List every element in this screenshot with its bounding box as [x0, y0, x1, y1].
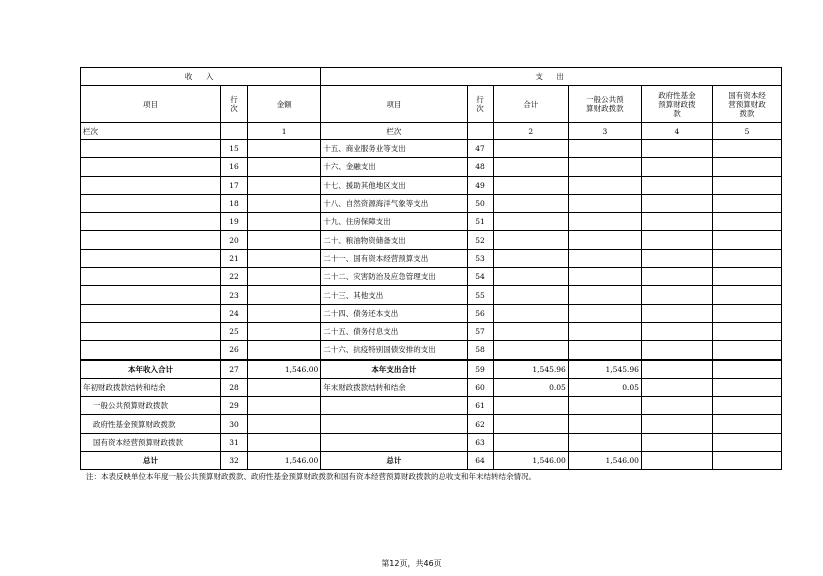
table-row — [81, 231, 782, 249]
state-capital-cell — [712, 176, 781, 194]
expense-rowno-cell: 60 — [467, 378, 493, 396]
expense-item-cell: 总计 — [321, 452, 467, 470]
col-label-expense: 栏次 — [321, 123, 467, 140]
table-footnote: 注：本表反映单位本年度一般公共预算财政拨款、政府性基金预算财政拨款和国有资本经营预算财政拨款的总收支和年末结转结余情况。 — [86, 472, 536, 481]
state-capital-cell — [712, 397, 781, 415]
income-rowno-cell: 23 — [220, 286, 247, 304]
income-rowno-cell: 21 — [220, 249, 247, 267]
income-rowno-cell: 32 — [220, 452, 247, 470]
total-cell — [493, 433, 568, 451]
table-row — [81, 341, 782, 360]
income-rowno-cell: 19 — [220, 213, 247, 231]
col-number-3: 3 — [568, 123, 641, 140]
gov-fund-cell — [641, 322, 712, 340]
expense-header: 支 出 — [321, 68, 782, 86]
state-capital-cell — [712, 140, 781, 158]
state-capital-cell — [712, 360, 781, 379]
expense-rowno-cell: 59 — [467, 360, 493, 379]
gov-fund-cell — [641, 176, 712, 194]
col-number-2: 2 — [493, 123, 568, 140]
table-row — [81, 452, 782, 470]
income-rowno-cell: 25 — [220, 322, 247, 340]
expense-rowno-cell: 56 — [467, 304, 493, 322]
general-budget-cell — [568, 268, 641, 286]
income-amount-cell — [248, 433, 321, 451]
income-item-cell: 年初财政拨款结转和结余 — [81, 378, 221, 396]
gov-fund-cell — [641, 433, 712, 451]
general-budget-cell — [568, 286, 641, 304]
general-budget-cell: 1,545.96 — [568, 360, 641, 379]
income-rowno-cell: 29 — [220, 397, 247, 415]
general-budget-cell — [568, 249, 641, 267]
general-budget-cell — [568, 304, 641, 322]
total-cell — [493, 397, 568, 415]
rowno-line: 次 — [476, 104, 484, 113]
gov-fund-cell — [641, 397, 712, 415]
income-amount-cell — [248, 322, 321, 340]
table-row — [81, 176, 782, 194]
income-rowno-cell: 27 — [220, 360, 247, 379]
total-cell — [493, 286, 568, 304]
income-item-cell: 总计 — [81, 452, 221, 470]
gov-fund-cell — [641, 378, 712, 396]
income-amount-cell — [248, 140, 321, 158]
header-line: 算财政拨款 — [586, 104, 624, 113]
total-cell — [493, 231, 568, 249]
income-amount-cell — [248, 304, 321, 322]
rowno-line: 次 — [230, 104, 238, 113]
income-item-cell — [81, 213, 221, 231]
general-budget-cell — [568, 213, 641, 231]
gov-fund-cell — [641, 415, 712, 433]
income-rowno-cell: 17 — [220, 176, 247, 194]
expense-rowno-cell: 53 — [467, 249, 493, 267]
table-row — [81, 415, 782, 433]
state-capital-cell — [712, 249, 781, 267]
expense-item-cell: 二十、粮油物资储备支出 — [321, 231, 467, 249]
state-capital-cell — [712, 268, 781, 286]
state-capital-cell — [712, 452, 781, 470]
general-budget-cell — [568, 176, 641, 194]
expense-item-cell: 本年支出合计 — [321, 360, 467, 379]
gov-fund-cell — [641, 249, 712, 267]
header-row-top — [81, 68, 782, 86]
income-item-cell — [81, 158, 221, 176]
income-rowno-cell: 20 — [220, 231, 247, 249]
col-label-income: 栏次 — [81, 123, 221, 140]
expense-item-cell — [321, 397, 467, 415]
income-item-cell — [81, 304, 221, 322]
expense-rowno-cell: 63 — [467, 433, 493, 451]
income-item-cell: 一般公共预算财政拨款 — [81, 397, 221, 415]
total-cell — [493, 176, 568, 194]
income-amount-cell — [248, 286, 321, 304]
expense-item-cell — [321, 415, 467, 433]
income-rowno-header — [220, 86, 247, 123]
income-amount-cell — [248, 397, 321, 415]
expense-item-cell: 十七、援助其他地区支出 — [321, 176, 467, 194]
expense-item-cell: 十五、商业服务业等支出 — [321, 140, 467, 158]
general-budget-cell — [568, 341, 641, 360]
table-row — [81, 140, 782, 158]
total-cell — [493, 158, 568, 176]
expense-rowno-cell: 64 — [467, 452, 493, 470]
table-row — [81, 360, 782, 379]
header-line: 政府性基金 — [658, 90, 696, 100]
income-amount-cell — [248, 341, 321, 360]
total-cell — [493, 341, 568, 360]
total-cell — [493, 140, 568, 158]
expense-rowno-cell: 58 — [467, 341, 493, 360]
col-number-1: 1 — [248, 123, 321, 140]
total-cell: 1,545.96 — [493, 360, 568, 379]
total-header: 合计 — [493, 86, 568, 123]
total-cell: 0.05 — [493, 378, 568, 396]
table-row — [81, 249, 782, 267]
gov-fund-cell — [641, 158, 712, 176]
table-row — [81, 304, 782, 322]
col-blank — [220, 123, 247, 140]
expense-item-cell: 年末财政拨款结转和结余 — [321, 378, 467, 396]
state-capital-cell — [712, 194, 781, 212]
table-row — [81, 378, 782, 396]
income-rowno-cell: 28 — [220, 378, 247, 396]
col-number-4: 4 — [641, 123, 712, 140]
income-amount-cell — [248, 249, 321, 267]
expense-rowno-cell: 54 — [467, 268, 493, 286]
table-row — [81, 213, 782, 231]
income-amount-cell: 1,546.00 — [248, 360, 321, 379]
expense-rowno-cell: 50 — [467, 194, 493, 212]
table-row — [81, 397, 782, 415]
gov-fund-cell — [641, 341, 712, 360]
expense-rowno-header — [467, 86, 493, 123]
income-item-cell — [81, 194, 221, 212]
total-cell — [493, 194, 568, 212]
general-budget-cell — [568, 433, 641, 451]
expense-rowno-cell: 47 — [467, 140, 493, 158]
general-budget-header — [568, 86, 641, 123]
income-item-cell — [81, 286, 221, 304]
total-cell — [493, 415, 568, 433]
expense-item-cell: 二十一、国有资本经营预算支出 — [321, 249, 467, 267]
income-amount-cell — [248, 158, 321, 176]
expense-rowno-cell: 48 — [467, 158, 493, 176]
col-number-5: 5 — [712, 123, 781, 140]
income-item-header: 项目 — [81, 86, 221, 123]
expense-item-cell: 十八、自然资源海洋气象等支出 — [321, 194, 467, 212]
income-rowno-cell: 15 — [220, 140, 247, 158]
state-capital-cell — [712, 322, 781, 340]
state-capital-cell — [712, 286, 781, 304]
expense-item-cell — [321, 433, 467, 451]
expense-item-cell: 十六、金融支出 — [321, 158, 467, 176]
table-row — [81, 158, 782, 176]
income-item-cell — [81, 140, 221, 158]
state-capital-cell — [712, 213, 781, 231]
income-item-cell — [81, 176, 221, 194]
total-cell — [493, 268, 568, 286]
income-item-cell: 政府性基金预算财政拨款 — [81, 415, 221, 433]
header-row-columns — [81, 86, 782, 123]
expense-rowno-cell: 52 — [467, 231, 493, 249]
table-row — [81, 194, 782, 212]
gov-fund-cell — [641, 231, 712, 249]
total-cell — [493, 213, 568, 231]
financial-appropriation-table — [80, 67, 782, 470]
header-line: 拨款 — [739, 108, 755, 118]
expense-item-cell: 二十四、债务还本支出 — [321, 304, 467, 322]
gov-fund-cell — [641, 213, 712, 231]
table-row — [81, 286, 782, 304]
general-budget-cell: 1,546.00 — [568, 452, 641, 470]
header-line: 一般公共预 — [586, 95, 624, 104]
expense-item-cell: 二十六、抗疫特别国债安排的支出 — [321, 341, 467, 360]
expense-rowno-cell: 55 — [467, 286, 493, 304]
gov-fund-cell — [641, 286, 712, 304]
column-number-row — [81, 123, 782, 140]
expense-item-cell: 二十三、其他支出 — [321, 286, 467, 304]
header-line: 款 — [673, 108, 681, 118]
expense-rowno-cell: 57 — [467, 322, 493, 340]
expense-rowno-cell: 62 — [467, 415, 493, 433]
col-blank — [467, 123, 493, 140]
header-line: 营预算财政 — [728, 99, 766, 109]
income-amount-cell — [248, 378, 321, 396]
expense-item-cell: 二十五、债务付息支出 — [321, 322, 467, 340]
table-row — [81, 433, 782, 451]
rowno-line: 行 — [476, 95, 484, 104]
table-row — [81, 268, 782, 286]
expense-rowno-cell: 49 — [467, 176, 493, 194]
page-number: 第12页，共46页 — [381, 559, 442, 568]
total-cell: 1,546.00 — [493, 452, 568, 470]
general-budget-cell: 0.05 — [568, 378, 641, 396]
income-item-cell: 国有资本经营预算财政拨款 — [81, 433, 221, 451]
income-header: 收 入 — [81, 68, 321, 86]
income-amount-cell — [248, 231, 321, 249]
income-rowno-cell: 31 — [220, 433, 247, 451]
state-capital-cell — [712, 158, 781, 176]
income-amount-cell — [248, 194, 321, 212]
state-capital-cell — [712, 304, 781, 322]
gov-fund-cell — [641, 304, 712, 322]
general-budget-cell — [568, 397, 641, 415]
state-capital-cell — [712, 415, 781, 433]
expense-rowno-cell: 61 — [467, 397, 493, 415]
income-rowno-cell: 18 — [220, 194, 247, 212]
state-capital-cell — [712, 433, 781, 451]
header-line: 国有资本经 — [728, 90, 766, 100]
income-amount-cell — [248, 415, 321, 433]
income-amount-cell — [248, 213, 321, 231]
gov-fund-cell — [641, 268, 712, 286]
income-rowno-cell: 30 — [220, 415, 247, 433]
income-item-cell — [81, 322, 221, 340]
gov-fund-cell — [641, 194, 712, 212]
total-cell — [493, 304, 568, 322]
header-line: 预算财政拨 — [658, 99, 696, 109]
income-rowno-cell: 16 — [220, 158, 247, 176]
table-row — [81, 322, 782, 340]
income-item-cell — [81, 231, 221, 249]
gov-fund-header — [641, 86, 712, 123]
amount-header: 金额 — [248, 86, 321, 123]
state-capital-cell — [712, 341, 781, 360]
gov-fund-cell — [641, 360, 712, 379]
general-budget-cell — [568, 140, 641, 158]
table-body — [81, 68, 782, 470]
rowno-line: 行 — [230, 95, 238, 104]
state-capital-cell — [712, 378, 781, 396]
expense-item-cell: 二十二、灾害防治及应急管理支出 — [321, 268, 467, 286]
gov-fund-cell — [641, 452, 712, 470]
income-amount-cell: 1,546.00 — [248, 452, 321, 470]
income-amount-cell — [248, 176, 321, 194]
expense-rowno-cell: 51 — [467, 213, 493, 231]
income-rowno-cell: 22 — [220, 268, 247, 286]
income-item-cell — [81, 249, 221, 267]
income-amount-cell — [248, 268, 321, 286]
state-capital-header — [712, 86, 781, 123]
gov-fund-cell — [641, 140, 712, 158]
general-budget-cell — [568, 415, 641, 433]
income-rowno-cell: 24 — [220, 304, 247, 322]
income-item-cell — [81, 268, 221, 286]
general-budget-cell — [568, 322, 641, 340]
expense-item-cell: 十九、住房保障支出 — [321, 213, 467, 231]
general-budget-cell — [568, 158, 641, 176]
general-budget-cell — [568, 231, 641, 249]
income-rowno-cell: 26 — [220, 341, 247, 360]
expense-item-header: 项目 — [321, 86, 467, 123]
income-item-cell: 本年收入合计 — [81, 360, 221, 379]
total-cell — [493, 249, 568, 267]
state-capital-cell — [712, 231, 781, 249]
general-budget-cell — [568, 194, 641, 212]
income-item-cell — [81, 341, 221, 360]
total-cell — [493, 322, 568, 340]
